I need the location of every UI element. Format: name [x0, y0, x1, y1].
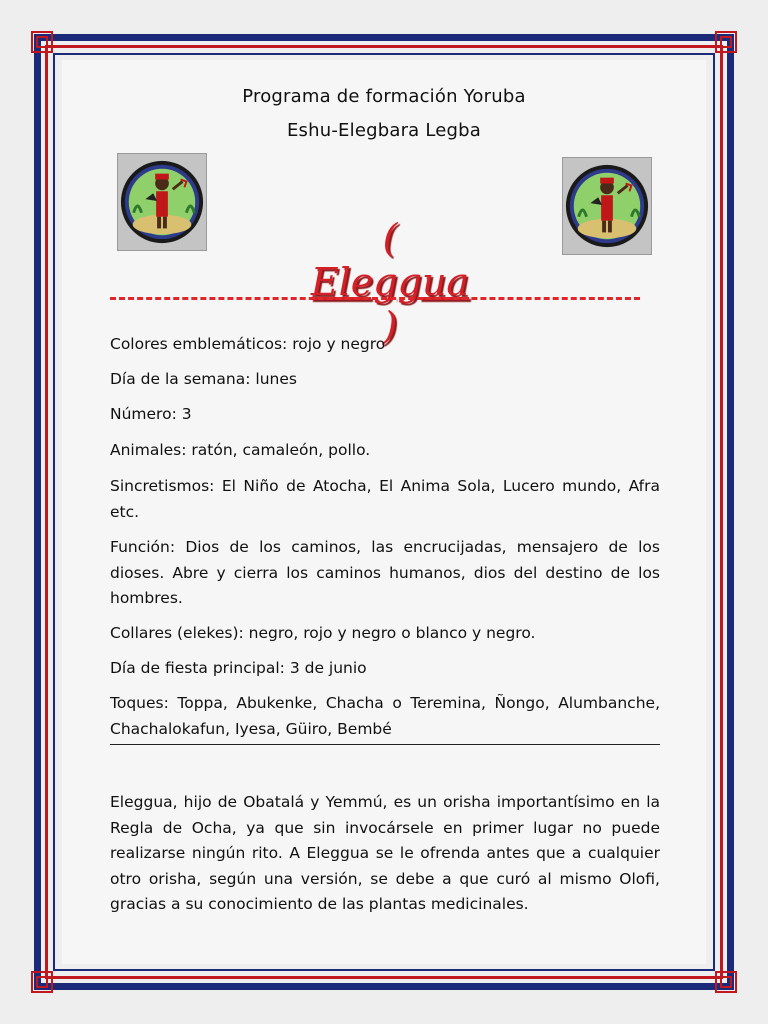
fact-function — [110, 535, 660, 612]
fact-feast-day — [110, 656, 660, 682]
corner-ornament-icon — [30, 30, 54, 54]
fact-value: Dios de los caminos, las encrucijadas, mensajero de los dioses. Abre y cierra los caminos humanos, dios del destino de los hombres. — [110, 538, 660, 607]
fact-necklaces — [110, 621, 660, 647]
fact-value: lunes — [255, 370, 297, 388]
dashed-divider — [110, 297, 640, 300]
fact-value: rojo y negro — [292, 335, 386, 353]
program-title: Programa de formación Yoruba — [242, 86, 526, 107]
fact-label: Toques: — [110, 694, 169, 712]
fact-label: Día de fiesta principal: — [110, 659, 285, 677]
description-paragraph: Eleggua, hijo de Obatalá y Yemmú, es un orisha importantísimo en la Regla de Ocha, ya que sin invocársele en primer lugar no puede realizarse ningún rito. A Eleggua se le ofrenda antes que a cualquier otro orisha, según una versión, se debe a que curó al mismo Olofi, gracias a su conocimiento de las plantas medicinales. — [110, 793, 660, 913]
fact-value: El Niño de Atocha, El Anima Sola, Lucero mundo, Afra etc. — [110, 477, 660, 521]
corner-ornament-icon — [714, 30, 738, 54]
fact-value: negro, rojo y negro o blanco y negro. — [248, 624, 536, 642]
corner-ornament-icon — [714, 970, 738, 994]
subject-close-paren: ) — [382, 304, 398, 348]
fact-label: Colores emblemáticos: — [110, 335, 288, 353]
section-divider — [110, 744, 660, 745]
fact-label: Collares (elekes): — [110, 624, 244, 642]
fact-value: ratón, camaleón, pollo. — [191, 441, 371, 459]
fact-label: Función: — [110, 538, 176, 556]
fact-label: Animales: — [110, 441, 187, 459]
subject-name: Eleggua — [310, 260, 470, 304]
eleggua-medallion-icon — [117, 153, 207, 251]
fact-colors — [110, 332, 660, 358]
eleggua-medallion-icon — [562, 157, 652, 255]
corner-ornament-icon — [30, 970, 54, 994]
fact-value: Toppa, Abukenke, Chacha o Teremina, Ñongo, Alumbanche, Chachalokafun, Iyesa, Güiro, Bembé — [110, 694, 660, 738]
fact-label: Número: — [110, 405, 177, 423]
subject-open-paren: ( — [382, 216, 398, 260]
fact-label: Sincretismos: — [110, 477, 215, 495]
fact-drum-rhythms — [110, 691, 660, 742]
fact-number — [110, 402, 660, 428]
fact-label: Día de la semana: — [110, 370, 251, 388]
fact-syncretisms — [110, 474, 660, 525]
fact-weekday — [110, 367, 660, 393]
fact-value: 3 de junio — [289, 659, 367, 677]
fact-value: 3 — [181, 405, 192, 423]
program-subtitle: Eshu-Elegbara Legba — [286, 120, 481, 141]
fact-animals — [110, 438, 660, 464]
